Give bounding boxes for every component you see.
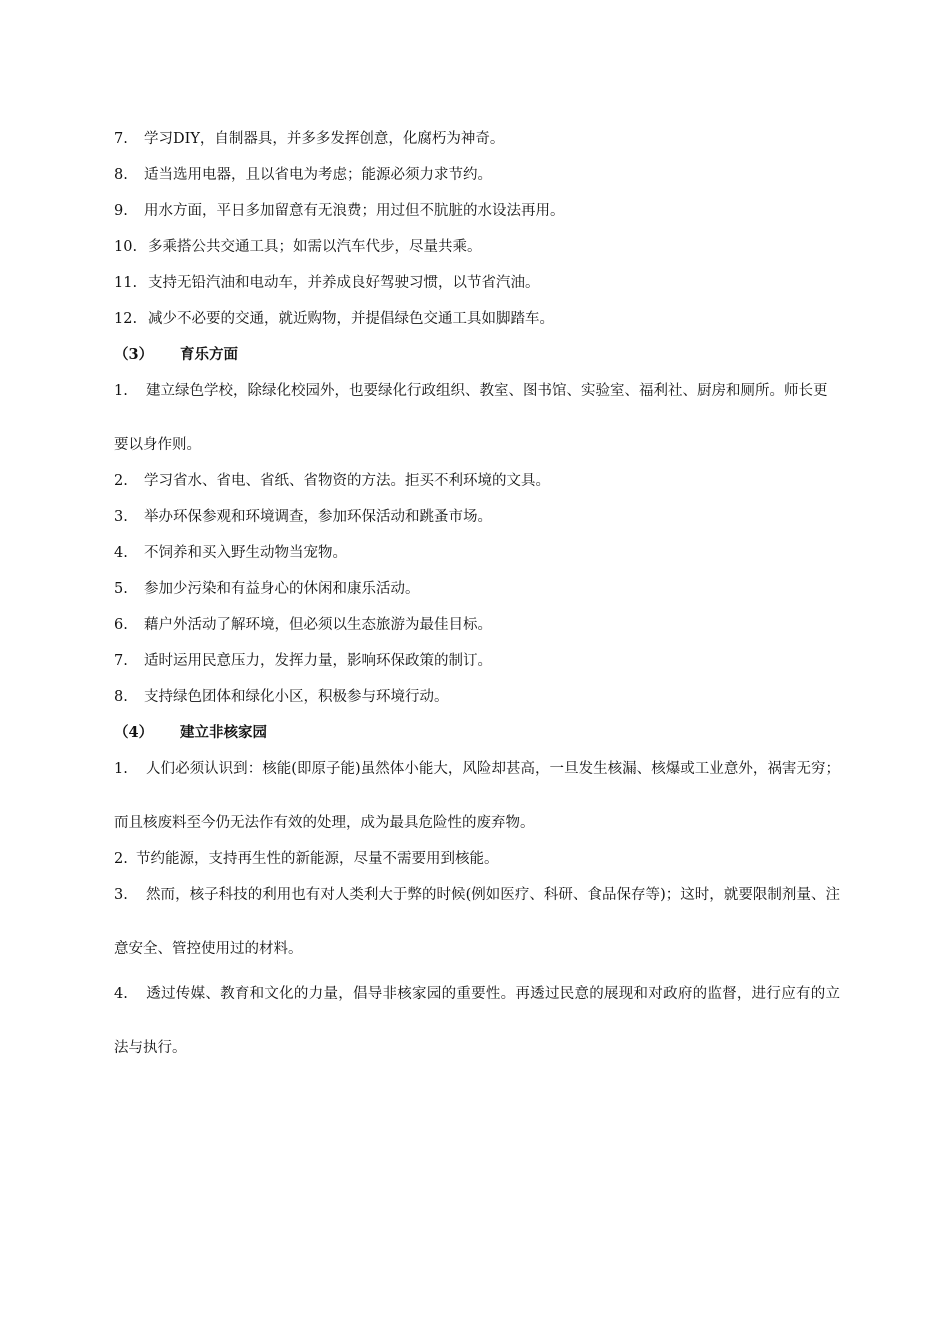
item-number: 9.: [114, 203, 128, 219]
list-item: [114, 607, 840, 643]
item-text: 然而，核子科技的利用也有对人类利大于弊的时候(例如医疗、科研、食品保存等)；这时，就要限制剂量、注意安全、管控使用过的材料。: [114, 887, 840, 957]
list-item: [114, 742, 840, 850]
item-text: 支持绿色团体和绿化小区，积极参与环境行动。: [144, 689, 449, 705]
item-number: 7.: [114, 131, 128, 147]
item-number: 3.: [114, 887, 128, 903]
item-text: 参加少污染和有益身心的休闲和康乐活动。: [144, 581, 420, 597]
item-number: 8.: [114, 689, 128, 705]
item-text: 举办环保参观和环境调查，参加环保活动和跳蚤市场。: [144, 509, 492, 525]
list-item: [114, 535, 840, 571]
item-text: 学习省水、省电、省纸、省物资的方法。拒买不利环境的文具。: [144, 473, 550, 489]
item-number: 3.: [114, 509, 128, 525]
document-body: [114, 121, 840, 1066]
list-item: [114, 868, 840, 976]
list-item: [114, 571, 840, 607]
item-number: 8.: [114, 167, 128, 183]
item-text: 多乘搭公共交通工具；如需以汽车代步，尽量共乘。: [148, 239, 482, 255]
item-number: 11.: [114, 275, 138, 291]
item-text: 建立绿色学校，除绿化校园外，也要绿化行政组织、教室、图书馆、实验室、福利社、厨房和厕所。师长更要以身作则。: [114, 383, 828, 453]
list-item: [114, 643, 840, 679]
item-text: 节约能源，支持再生性的新能源，尽量不需要用到核能。: [136, 851, 499, 867]
item-text: 人们必须认识到：核能(即原子能)虽然体小能大，风险却甚高，一旦发生核漏、核爆或工业意外，祸害无穷；而且核废料至今仍无法作有效的处理，成为最具危险性的废弃物。: [114, 761, 840, 831]
list-item: [114, 301, 840, 337]
item-text: 适当选用电器，且以省电为考虑；能源必须力求节约。: [144, 167, 492, 183]
list-item: [114, 193, 840, 229]
item-number: 4.: [114, 986, 128, 1002]
item-number: 2.: [114, 851, 128, 867]
item-text: 透过传媒、教育和文化的力量，倡导非核家园的重要性。再透过民意的展现和对政府的监督，进行应有的立法与执行。: [114, 986, 840, 1056]
list-item: [114, 499, 840, 535]
item-number: 12.: [114, 311, 138, 327]
list-item: [114, 463, 840, 499]
item-number: 2.: [114, 473, 128, 489]
item-text: 学习DIY，自制器具，并多多发挥创意，化腐朽为神奇。: [144, 131, 505, 147]
section-title: 建立非核家园: [180, 724, 267, 741]
item-number: 1.: [114, 761, 128, 777]
item-number: 6.: [114, 617, 128, 633]
item-number: 1.: [114, 383, 128, 399]
list-item: [114, 679, 840, 715]
section-number: （3）: [114, 346, 154, 363]
item-text: 支持无铅汽油和电动车，并养成良好驾驶习惯，以节省汽油。: [148, 275, 540, 291]
section-number: （4）: [114, 724, 154, 741]
item-text: 藉户外活动了解环境，但必须以生态旅游为最佳目标。: [144, 617, 492, 633]
list-item: [114, 364, 840, 472]
item-text: 适时运用民意压力，发挥力量，影响环保政策的制订。: [144, 653, 492, 669]
item-number: 4.: [114, 545, 128, 561]
item-text: 用水方面，平日多加留意有无浪费；用过但不肮脏的水设法再用。: [144, 203, 565, 219]
item-number: 7.: [114, 653, 128, 669]
section-title: 育乐方面: [180, 346, 238, 363]
list-item: [114, 157, 840, 193]
list-item: [114, 229, 840, 265]
list-item: [114, 967, 840, 1075]
item-number: 10.: [114, 239, 138, 255]
item-text: 不饲养和买入野生动物当宠物。: [144, 545, 347, 561]
list-item: [114, 265, 840, 301]
list-item: [114, 121, 840, 157]
item-text: 减少不必要的交通，就近购物，并提倡绿色交通工具如脚踏车。: [148, 311, 554, 327]
item-number: 5.: [114, 581, 128, 597]
